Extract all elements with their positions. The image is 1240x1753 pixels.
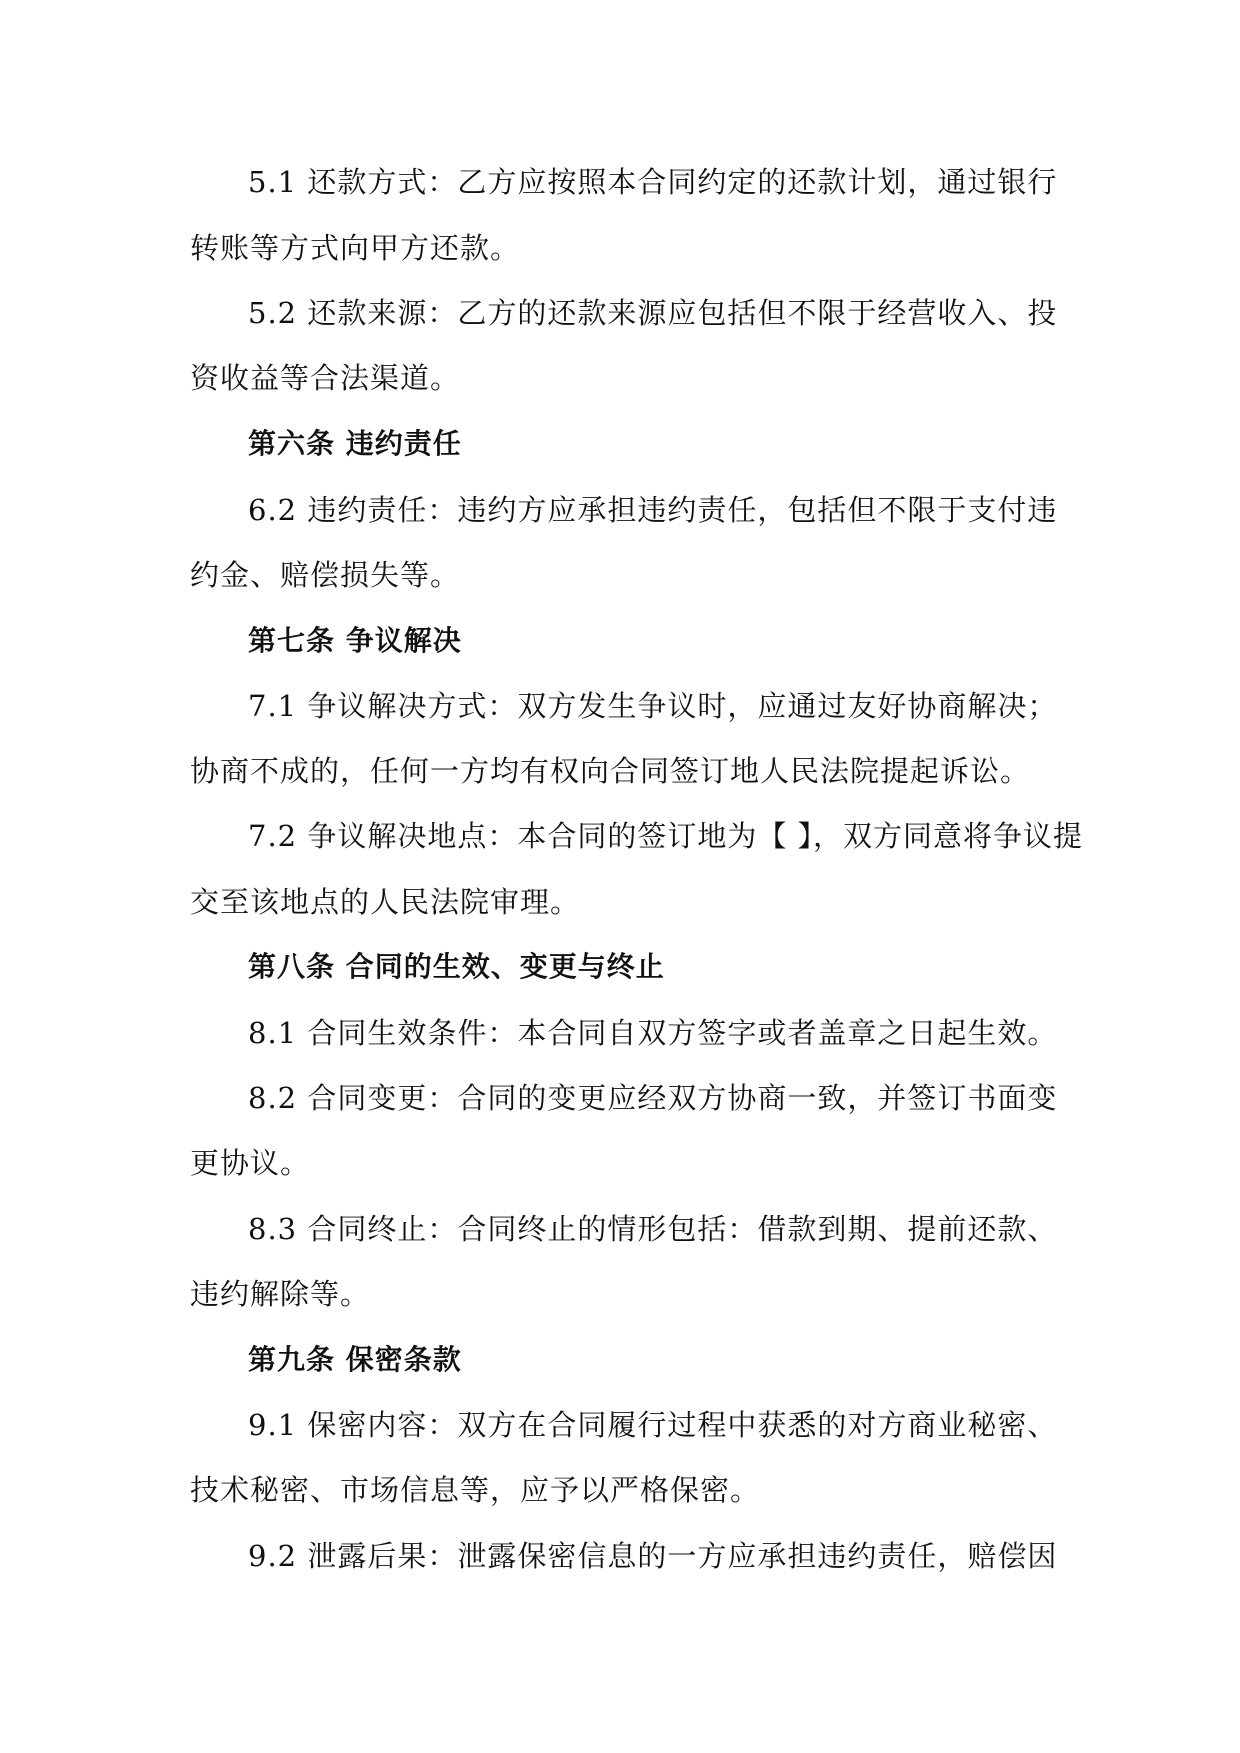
clause-7-1-line-2: 协商不成的，任何一方均有权向合同签订地人民法院提起诉讼。 [190, 754, 1031, 788]
clause-7-2-line-2: 交至该地点的人民法院审理。 [190, 885, 581, 919]
clause-9-1-line-2: 技术秘密、市场信息等，应予以严格保密。 [190, 1473, 761, 1507]
clause-8-3-line-1: 8.3 合同终止：合同终止的情形包括：借款到期、提前还款、 [248, 1212, 1058, 1246]
clause-5-1-line-2: 转账等方式向甲方还款。 [190, 231, 521, 265]
clause-8-1-line-1: 8.1 合同生效条件：本合同自双方签字或者盖章之日起生效。 [248, 1016, 1058, 1050]
clause-5-1-line-1: 5.1 还款方式：乙方应按照本合同约定的还款计划，通过银行 [248, 165, 1058, 199]
clause-7-2-line-1: 7.2 争议解决地点：本合同的签订地为【 】，双方同意将争议提 [248, 819, 1084, 853]
clause-5-2-line-2: 资收益等合法渠道。 [190, 361, 461, 395]
article-7-heading: 第七条 争议解决 [248, 624, 462, 657]
clause-8-2-line-2: 更协议。 [190, 1146, 311, 1180]
clause-8-2-line-1: 8.2 合同变更：合同的变更应经双方协商一致，并签订书面变 [248, 1081, 1058, 1115]
article-9-heading: 第九条 保密条款 [248, 1343, 462, 1376]
clause-9-1-line-1: 9.1 保密内容：双方在合同履行过程中获悉的对方商业秘密、 [248, 1408, 1058, 1442]
clause-8-3-line-2: 违约解除等。 [190, 1277, 371, 1311]
clause-6-2-line-1: 6.2 违约责任：违约方应承担违约责任，包括但不限于支付违 [248, 493, 1058, 527]
article-8-heading: 第八条 合同的生效、变更与终止 [248, 950, 665, 983]
clause-9-2-line-1: 9.2 泄露后果：泄露保密信息的一方应承担违约责任，赔偿因 [248, 1539, 1058, 1573]
clause-7-1-line-1: 7.1 争议解决方式：双方发生争议时，应通过友好协商解决； [248, 689, 1058, 723]
clause-5-2-line-1: 5.2 还款来源：乙方的还款来源应包括但不限于经营收入、投 [248, 296, 1058, 330]
article-6-heading: 第六条 违约责任 [248, 427, 462, 460]
clause-6-2-line-2: 约金、赔偿损失等。 [190, 558, 461, 592]
